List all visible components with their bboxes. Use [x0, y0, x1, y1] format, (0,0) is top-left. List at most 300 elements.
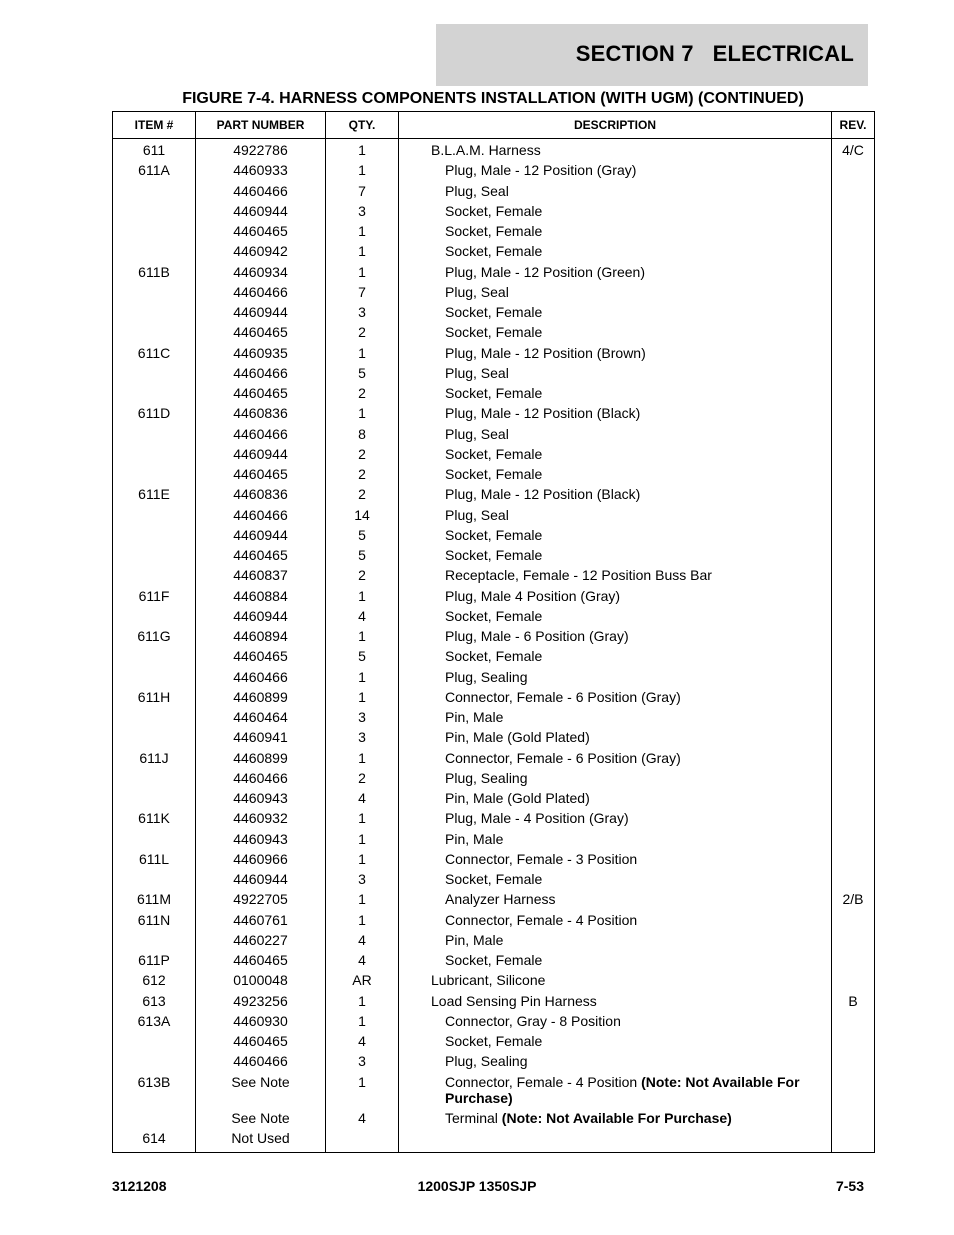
item-number — [113, 466, 196, 486]
part-number: Not Used — [196, 1130, 326, 1153]
revision — [832, 264, 875, 284]
part-number: 4460466 — [196, 770, 326, 790]
revision — [832, 507, 875, 527]
quantity: 4 — [326, 790, 399, 810]
description-text: Connector, Female - 4 Position — [445, 911, 638, 928]
table-row — [113, 1013, 875, 1033]
item-number: 611A — [113, 162, 196, 182]
description-text: Receptacle, Female - 12 Position Buss Bar — [445, 567, 712, 584]
item-number: 611E — [113, 486, 196, 506]
quantity: 1 — [326, 628, 399, 648]
item-number — [113, 608, 196, 628]
column-header-description: DESCRIPTION — [399, 112, 832, 139]
quantity: 7 — [326, 284, 399, 304]
parts-table — [112, 111, 875, 1153]
description — [399, 365, 832, 385]
description-text: Pin, Male — [445, 709, 504, 725]
description-text: Pin, Male (Gold Plated) — [445, 790, 590, 806]
description — [399, 405, 832, 425]
item-number: 611F — [113, 588, 196, 608]
quantity: 1 — [326, 345, 399, 365]
part-number: 4460944 — [196, 446, 326, 466]
description-text: Plug, Seal — [445, 182, 509, 199]
table-row — [113, 648, 875, 668]
description-text: B.L.A.M. Harness — [431, 142, 541, 158]
description-text: Plug, Male - 12 Position (Green) — [445, 263, 645, 280]
part-number: 4460944 — [196, 871, 326, 891]
part-number: 4460465 — [196, 952, 326, 972]
table-row — [113, 426, 875, 446]
item-number: 613B — [113, 1074, 196, 1110]
description — [399, 972, 832, 992]
item-number — [113, 567, 196, 587]
revision — [832, 405, 875, 425]
revision — [832, 608, 875, 628]
item-number — [113, 729, 196, 749]
part-number: 4460466 — [196, 183, 326, 203]
part-number: 4460941 — [196, 729, 326, 749]
revision — [832, 243, 875, 263]
revision — [832, 831, 875, 851]
item-number: 613 — [113, 993, 196, 1013]
quantity: 4 — [326, 952, 399, 972]
description — [399, 1053, 832, 1073]
table-row — [113, 1033, 875, 1053]
part-number: 4922786 — [196, 139, 326, 163]
table-row — [113, 750, 875, 770]
description — [399, 790, 832, 810]
description-text: Socket, Female — [445, 324, 543, 341]
revision — [832, 1053, 875, 1073]
table-row — [113, 770, 875, 790]
quantity: 1 — [326, 139, 399, 163]
quantity: 2 — [326, 770, 399, 790]
quantity: 1 — [326, 405, 399, 425]
item-number — [113, 365, 196, 385]
part-number: 4460944 — [196, 203, 326, 223]
revision — [832, 183, 875, 203]
description-text: Pin, Male (Gold Plated) — [445, 729, 590, 746]
description-text: Plug, Seal — [445, 283, 509, 300]
part-number: 4460899 — [196, 689, 326, 709]
item-number — [113, 223, 196, 243]
description-text: Connector, Female - 6 Position (Gray) — [445, 749, 681, 766]
table-row — [113, 567, 875, 587]
revision — [832, 1074, 875, 1110]
item-number: 611K — [113, 810, 196, 830]
quantity: 4 — [326, 932, 399, 952]
description-text: Plug, Sealing — [445, 1053, 528, 1070]
table-row — [113, 466, 875, 486]
description-text: Plug, Seal — [445, 506, 509, 523]
quantity: 1 — [326, 264, 399, 284]
description-text: Socket, Female — [445, 952, 543, 968]
table-row — [113, 365, 875, 385]
table-row — [113, 183, 875, 203]
item-number: 611M — [113, 891, 196, 911]
part-number: 4922705 — [196, 891, 326, 911]
part-number: 4460837 — [196, 567, 326, 587]
table-row — [113, 689, 875, 709]
item-number — [113, 932, 196, 952]
footer-model: 1200SJP 1350SJP — [417, 1178, 537, 1194]
description-note: (Note: Not Available For Purchase) — [445, 1073, 800, 1106]
description — [399, 689, 832, 709]
description-text: Plug, Seal — [445, 364, 509, 381]
revision — [832, 426, 875, 446]
part-number: 4460944 — [196, 527, 326, 547]
description — [399, 223, 832, 243]
quantity: 5 — [326, 527, 399, 547]
description — [399, 243, 832, 263]
description-text: Socket, Female — [445, 547, 543, 563]
quantity: 1 — [326, 1013, 399, 1033]
item-number — [113, 284, 196, 304]
section-header-box — [436, 24, 868, 86]
description-text: Socket, Female — [445, 223, 543, 239]
revision — [832, 223, 875, 243]
revision — [832, 669, 875, 689]
part-number: 4460884 — [196, 588, 326, 608]
quantity: 3 — [326, 304, 399, 324]
description-text: Socket, Female — [445, 1033, 543, 1049]
table-row — [113, 203, 875, 223]
description-text: Socket, Female — [445, 385, 543, 401]
revision — [832, 1013, 875, 1033]
part-number: 4460836 — [196, 486, 326, 506]
description — [399, 284, 832, 304]
part-number: 4460465 — [196, 324, 326, 344]
column-header-rev: REV. — [832, 112, 875, 139]
description — [399, 709, 832, 729]
revision — [832, 1110, 875, 1130]
quantity: 1 — [326, 1074, 399, 1110]
table-row — [113, 139, 875, 163]
table-row — [113, 507, 875, 527]
table-row — [113, 628, 875, 648]
item-number: 611 — [113, 139, 196, 163]
revision: 4/C — [832, 139, 875, 163]
item-number — [113, 648, 196, 668]
description — [399, 1033, 832, 1053]
revision — [832, 345, 875, 365]
description-text: Connector, Female - 4 Position — [445, 1073, 642, 1090]
description — [399, 486, 832, 506]
revision — [832, 162, 875, 182]
revision — [832, 952, 875, 972]
part-number: 4460227 — [196, 932, 326, 952]
part-number: 4460836 — [196, 405, 326, 425]
description — [399, 466, 832, 486]
revision — [832, 689, 875, 709]
revision — [832, 527, 875, 547]
revision — [832, 750, 875, 770]
part-number: 4460934 — [196, 264, 326, 284]
description-text: Load Sensing Pin Harness — [431, 992, 597, 1009]
item-number — [113, 831, 196, 851]
description-text: Plug, Male - 6 Position (Gray) — [445, 628, 629, 644]
quantity: 2 — [326, 324, 399, 344]
part-number: 4460466 — [196, 669, 326, 689]
description — [399, 527, 832, 547]
part-number: 4460943 — [196, 790, 326, 810]
description — [399, 183, 832, 203]
part-number: 4460465 — [196, 223, 326, 243]
revision — [832, 912, 875, 932]
description-text: Lubricant, Silicone — [431, 972, 546, 989]
item-number — [113, 385, 196, 405]
description-text: Socket, Female — [445, 526, 543, 543]
description — [399, 304, 832, 324]
item-number: 611D — [113, 405, 196, 425]
part-number: 4460942 — [196, 243, 326, 263]
quantity: 4 — [326, 608, 399, 628]
revision — [832, 588, 875, 608]
part-number: 4460466 — [196, 365, 326, 385]
quantity: 14 — [326, 507, 399, 527]
item-number: 611J — [113, 750, 196, 770]
revision — [832, 466, 875, 486]
description — [399, 912, 832, 932]
part-number: 4460894 — [196, 628, 326, 648]
table-row — [113, 1130, 875, 1153]
item-number: 611G — [113, 628, 196, 648]
part-number: 4460465 — [196, 466, 326, 486]
item-number — [113, 507, 196, 527]
revision — [832, 628, 875, 648]
table-row — [113, 304, 875, 324]
revision — [832, 790, 875, 810]
part-number: 4460935 — [196, 345, 326, 365]
description — [399, 871, 832, 891]
parts-table-body — [113, 139, 875, 1153]
quantity: 1 — [326, 831, 399, 851]
table-row — [113, 972, 875, 992]
revision: B — [832, 993, 875, 1013]
table-row — [113, 891, 875, 911]
description — [399, 507, 832, 527]
item-number — [113, 1053, 196, 1073]
part-number: 4460943 — [196, 831, 326, 851]
quantity: 5 — [326, 648, 399, 668]
description — [399, 426, 832, 446]
revision — [832, 304, 875, 324]
part-number: 4460465 — [196, 648, 326, 668]
column-header-item: ITEM # — [113, 112, 196, 139]
description-text: Plug, Male - 4 Position (Gray) — [445, 810, 629, 827]
quantity: 7 — [326, 183, 399, 203]
description — [399, 264, 832, 284]
description-text: Pin, Male — [445, 830, 504, 847]
quantity: 1 — [326, 750, 399, 770]
quantity: 1 — [326, 891, 399, 911]
quantity: 1 — [326, 243, 399, 263]
part-number: See Note — [196, 1074, 326, 1110]
table-row — [113, 932, 875, 952]
description-text: Socket, Female — [445, 607, 543, 624]
quantity: 1 — [326, 162, 399, 182]
description — [399, 567, 832, 587]
part-number: 4460466 — [196, 284, 326, 304]
part-number: 4460465 — [196, 385, 326, 405]
table-row — [113, 547, 875, 567]
part-number: 4460933 — [196, 162, 326, 182]
revision — [832, 567, 875, 587]
item-number — [113, 669, 196, 689]
quantity: 3 — [326, 871, 399, 891]
description-text: Plug, Male - 12 Position (Black) — [445, 486, 641, 503]
table-row — [113, 790, 875, 810]
description-text: Connector, Female - 3 Position — [445, 850, 638, 867]
item-number — [113, 547, 196, 567]
part-number: 4460466 — [196, 1053, 326, 1073]
quantity: 4 — [326, 1033, 399, 1053]
item-number — [113, 1033, 196, 1053]
footer-page-number: 7-53 — [835, 1178, 864, 1194]
item-number: 611L — [113, 851, 196, 871]
quantity: 1 — [326, 689, 399, 709]
table-row — [113, 588, 875, 608]
description — [399, 139, 832, 163]
revision — [832, 284, 875, 304]
description — [399, 669, 832, 689]
item-number: 611B — [113, 264, 196, 284]
revision — [832, 770, 875, 790]
description — [399, 750, 832, 770]
description-text: Plug, Sealing — [445, 668, 528, 685]
table-row — [113, 952, 875, 972]
quantity: 2 — [326, 385, 399, 405]
revision: 2/B — [832, 891, 875, 911]
description — [399, 851, 832, 871]
description-text: Plug, Male - 12 Position (Gray) — [445, 162, 637, 179]
quantity: 2 — [326, 486, 399, 506]
description — [399, 1074, 832, 1110]
part-number: 4460761 — [196, 912, 326, 932]
part-number: 4460944 — [196, 304, 326, 324]
quantity — [326, 1130, 399, 1153]
item-number: 611H — [113, 689, 196, 709]
part-number: 4460466 — [196, 507, 326, 527]
quantity: 8 — [326, 426, 399, 446]
revision — [832, 324, 875, 344]
part-number: 4460932 — [196, 810, 326, 830]
table-row — [113, 810, 875, 830]
description-text: Socket, Female — [445, 243, 543, 260]
revision — [832, 932, 875, 952]
quantity: 1 — [326, 851, 399, 871]
description — [399, 1013, 832, 1033]
part-number: 0100048 — [196, 972, 326, 992]
quantity: 2 — [326, 446, 399, 466]
table-row — [113, 709, 875, 729]
revision — [832, 365, 875, 385]
description — [399, 385, 832, 405]
table-row — [113, 385, 875, 405]
description — [399, 446, 832, 466]
item-number — [113, 871, 196, 891]
item-number: 613A — [113, 1013, 196, 1033]
table-row — [113, 223, 875, 243]
figure-title: FIGURE 7-4. HARNESS COMPONENTS INSTALLATION (WITH UGM) (CONTINUED) — [182, 90, 804, 107]
description — [399, 547, 832, 567]
part-number: 4460944 — [196, 608, 326, 628]
description — [399, 608, 832, 628]
quantity: 3 — [326, 729, 399, 749]
table-row — [113, 1110, 875, 1130]
quantity: 3 — [326, 203, 399, 223]
item-number — [113, 203, 196, 223]
table-row — [113, 243, 875, 263]
description — [399, 324, 832, 344]
quantity: AR — [326, 972, 399, 992]
description-text: Socket, Female — [445, 648, 543, 665]
description-text: Socket, Female — [445, 466, 543, 482]
item-number — [113, 183, 196, 203]
revision — [832, 972, 875, 992]
table-row — [113, 669, 875, 689]
description-text: Plug, Seal — [445, 425, 509, 442]
description — [399, 729, 832, 749]
description-text: Socket, Female — [445, 445, 543, 462]
description — [399, 1130, 832, 1153]
quantity: 1 — [326, 588, 399, 608]
description — [399, 770, 832, 790]
part-number: 4460465 — [196, 547, 326, 567]
description — [399, 588, 832, 608]
item-number — [113, 243, 196, 263]
description-text: Pin, Male — [445, 931, 504, 948]
footer-document-number: 3121208 — [112, 1178, 167, 1194]
revision — [832, 871, 875, 891]
table-row — [113, 162, 875, 182]
item-number: 612 — [113, 972, 196, 992]
revision — [832, 810, 875, 830]
item-number — [113, 324, 196, 344]
item-number: 614 — [113, 1130, 196, 1153]
table-row — [113, 993, 875, 1013]
description — [399, 1110, 832, 1130]
description-text: Plug, Sealing — [445, 769, 528, 786]
description — [399, 993, 832, 1013]
table-row — [113, 527, 875, 547]
description — [399, 952, 832, 972]
table-row — [113, 446, 875, 466]
description — [399, 831, 832, 851]
description — [399, 203, 832, 223]
item-number: 611P — [113, 952, 196, 972]
description-text: Terminal — [445, 1109, 502, 1126]
table-row — [113, 831, 875, 851]
description-text: Plug, Male 4 Position (Gray) — [445, 587, 621, 604]
table-row — [113, 1053, 875, 1073]
description — [399, 648, 832, 668]
description — [399, 628, 832, 648]
quantity: 5 — [326, 365, 399, 385]
description — [399, 891, 832, 911]
revision — [832, 385, 875, 405]
part-number: 4460966 — [196, 851, 326, 871]
description-text: Connector, Female - 6 Position (Gray) — [445, 688, 681, 705]
revision — [832, 1130, 875, 1153]
item-number — [113, 770, 196, 790]
description-text: Socket, Female — [445, 871, 543, 887]
item-number — [113, 709, 196, 729]
table-row — [113, 486, 875, 506]
quantity: 5 — [326, 547, 399, 567]
part-number: 4460930 — [196, 1013, 326, 1033]
table-row — [113, 284, 875, 304]
